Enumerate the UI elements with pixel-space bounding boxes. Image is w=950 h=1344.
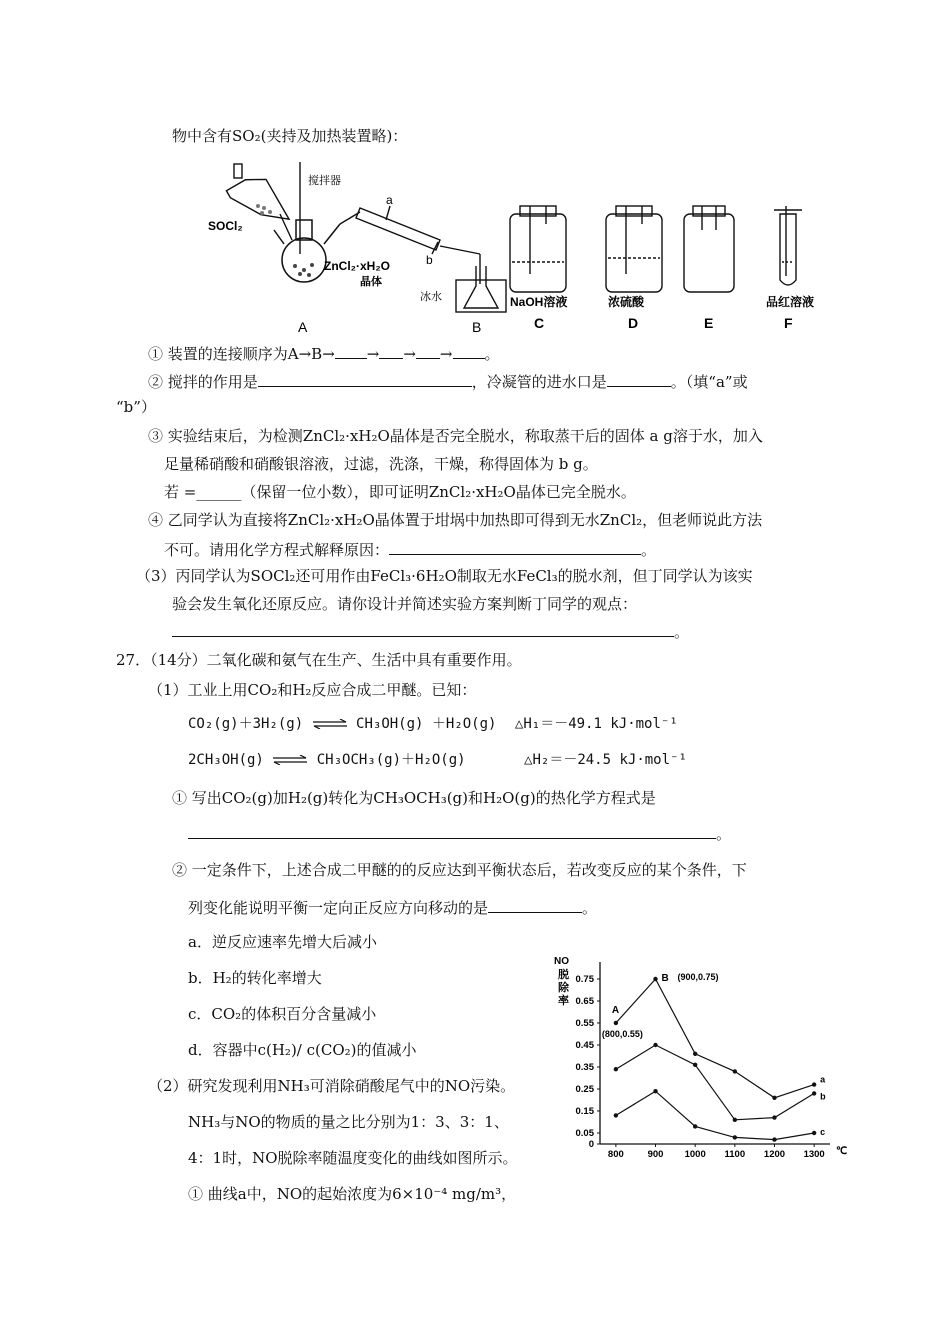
x-tick-label: 900 (647, 1149, 664, 1160)
annotation-label-b: B (661, 973, 669, 984)
y-tick-label: 0.45 (575, 1040, 594, 1051)
data-point-a (693, 1052, 697, 1056)
label-naoh: NaOH溶液 (510, 295, 568, 309)
equilibrium-arrow-icon (272, 755, 308, 765)
y-axis-label-char: 率 (558, 995, 569, 1007)
data-point-c (812, 1131, 816, 1135)
icewater-label: 冰水 (420, 291, 442, 303)
q1-line: ① 装置的连接顺序为A→B→ → → → 。 (148, 342, 500, 364)
p3-line-1: （3）丙同学认为SOCl₂还可用作由FeCl₃·6H₂O制取无水FeCl₃的脱水剂，但丁同学认为该实 (136, 567, 753, 585)
q3-line-1: ③ 实验结束后，为检测ZnCl₂·xH₂O晶体是否完全脱水，称取蒸干后的固体 a g溶于水，加入 (148, 427, 763, 445)
data-point-b (614, 1067, 618, 1071)
p2-line-1: （2）研究发现利用NH₃可消除硝酸尾气中的NO污染。 (148, 1077, 516, 1095)
data-point-c (614, 1113, 618, 1117)
p3-line-2: 验会发生氧化还原反应。请你设计并简述实验方案判断丁同学的观点： (172, 595, 638, 613)
data-point-c (693, 1124, 697, 1128)
label-pinhong: 品红溶液 (766, 295, 815, 309)
data-point-a (733, 1069, 737, 1073)
socl2-label: SOCl₂ (208, 219, 243, 233)
equation-1: CO₂(g)＋3H₂(g) CH₃OH(g) ＋H₂O(g) △H₁＝－49.1 kJ·mol⁻¹ (188, 716, 678, 732)
series-line-b (616, 1045, 814, 1120)
data-point-a (812, 1082, 816, 1086)
annotation-label-a: A (611, 1005, 620, 1016)
bottle-c (510, 206, 566, 292)
series-label-c: c (820, 1127, 826, 1137)
tube-f (774, 206, 802, 285)
q3-line-2: 足量稀硝酸和硝酸银溶液，过滤，洗涤，干燥，称得固体为 b g。 (164, 455, 598, 473)
q4-line-1: ④ 乙同学认为直接将ZnCl₂·xH₂O晶体置于坩埚中加热即可得到无水ZnCl₂，但老师说此方法 (148, 511, 763, 529)
no-removal-chart (548, 948, 848, 1168)
y-tick-label: 0.35 (575, 1062, 594, 1073)
q4-line-2: 不可。请用化学方程式解释原因： 。 (164, 538, 656, 560)
x-tick-label: 1200 (763, 1149, 786, 1160)
data-point-c (772, 1137, 776, 1141)
series-line-a (616, 979, 814, 1098)
s2-line-2: 列变化能说明平衡一定向正反应方向移动的是 。 (188, 896, 597, 918)
data-point-b (733, 1118, 737, 1122)
letter-f: F (784, 315, 793, 331)
y-tick-label: 0.15 (575, 1106, 594, 1117)
series-label-b: b (820, 1091, 826, 1102)
label-b: b (426, 253, 433, 267)
y-tick-label: 0 (588, 1139, 594, 1150)
equilibrium-arrow-icon (312, 719, 348, 729)
bottle-d (606, 206, 662, 292)
y-tick-label: 0.55 (575, 1018, 594, 1029)
annotation-coord-b: (900,0.75) (677, 972, 719, 982)
p1-line: （1）工业上用CO₂和H₂反应合成二甲醚。已知： (148, 681, 477, 699)
q2-line: ② 搅拌的作用是 ，冷凝管的进水口是 。（填“a”或 (148, 370, 748, 392)
data-point-c (653, 1089, 657, 1093)
bottle-e (684, 206, 734, 292)
q3-line-3: 若 =______（保留一位小数），即可证明ZnCl₂·xH₂O晶体已完全脱水。 (164, 483, 636, 501)
x-tick-label: 1000 (684, 1149, 706, 1160)
y-tick-label: 0.25 (575, 1084, 594, 1095)
series-label-a: a (820, 1074, 826, 1085)
data-point-b (653, 1043, 657, 1047)
annotation-coord-a: (800,0.55) (601, 1029, 643, 1039)
option-a: a．逆反应速率先增大后减小 (188, 933, 377, 951)
data-point-b (812, 1091, 816, 1095)
data-point-a (772, 1096, 776, 1100)
apparatus-diagram (200, 158, 840, 338)
y-tick-label: 0.65 (575, 996, 594, 1007)
flask-contents (293, 263, 314, 277)
letter-d: D (628, 315, 639, 331)
option-d: d．容器中c(H₂)/ c(CO₂)的值减小 (188, 1041, 417, 1059)
letter-b: B (472, 319, 482, 335)
x-axis-unit: ℃ (836, 1146, 848, 1157)
stirrer-label: 搅拌器 (308, 175, 341, 187)
data-point-b (772, 1115, 776, 1119)
equation-2: 2CH₃OH(g) CH₃OCH₃(g)＋H₂O(g) △H₂＝－24.5 kJ·mol⁻¹ (188, 752, 687, 768)
y-tick-label: 0.75 (575, 974, 594, 985)
label-h2so4: 浓硫酸 (608, 295, 645, 309)
x-tick-label: 1100 (724, 1149, 746, 1160)
intro-text: 物中含有SO₂(夹持及加热装置略)： (172, 127, 408, 145)
option-c: c．CO₂的体积百分含量减小 (188, 1005, 377, 1023)
x-tick-label: 1300 (803, 1149, 825, 1160)
data-point-b (693, 1063, 697, 1067)
p2-line-4: ① 曲线a中，NO的起始浓度为6×10⁻⁴ mg/m³， (188, 1185, 517, 1203)
y-axis-label-char: 脱 (558, 969, 569, 981)
p3-answer-line: 。 (172, 620, 689, 642)
y-axis-label-char: 除 (558, 982, 569, 994)
s2-line-1: ② 一定条件下，上述合成二甲醚的的反应达到平衡状态后，若改变反应的某个条件，下 (172, 861, 747, 879)
q2-line-2: “b”） (116, 398, 156, 416)
x-tick-label: 800 (607, 1149, 624, 1160)
s1-line: ① 写出CO₂(g)加H₂(g)转化为CH₃OCH₃(g)和H₂O(g)的热化学方程式是 (172, 789, 656, 807)
flask-b (456, 266, 506, 312)
label-a: a (386, 193, 393, 207)
crystal-label-2: 晶体 (360, 276, 382, 288)
letter-c: C (534, 315, 545, 331)
y-axis-label-part: NO (554, 956, 569, 967)
y-tick-label: 0.05 (575, 1128, 594, 1139)
data-point-c (733, 1135, 737, 1139)
option-b: b．H₂的转化率增大 (188, 969, 322, 987)
s1-answer-line: 。 (188, 822, 731, 844)
data-point-a (653, 977, 657, 981)
data-point-a (614, 1021, 618, 1025)
letter-a: A (298, 319, 308, 335)
p2-line-2: NH₃与NO的物质的量之比分别为1：3、3：1、 (188, 1113, 509, 1131)
crystal-label-1: ZnCl₂·xH₂O (324, 259, 390, 273)
q27-title: 27．（14分）二氧化碳和氨气在生产、生活中具有重要作用。 (116, 651, 522, 669)
series-line-c (616, 1091, 814, 1139)
p2-line-3: 4：1时，NO脱除率随温度变化的曲线如图所示。 (188, 1149, 518, 1167)
letter-e: E (704, 315, 714, 331)
